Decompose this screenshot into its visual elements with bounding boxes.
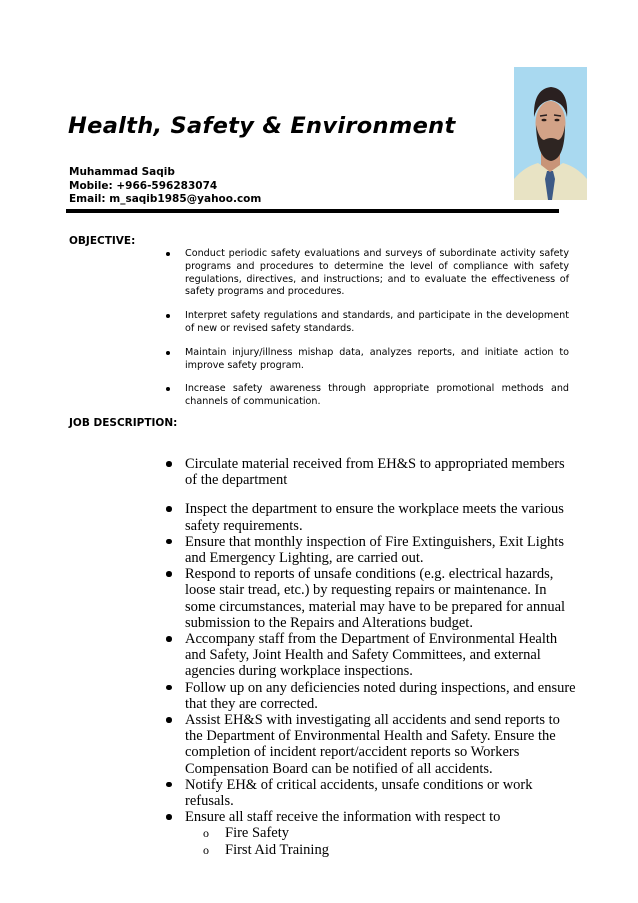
objective-item: Conduct periodic safety evaluations and surveys of subordinate activity safety programs and procedures to determine the level of compliance with safety regulations, directives, and instructions; and to evaluate the effectiveness of safety programs and procedures. bbox=[161, 248, 569, 299]
job-subitem-list bbox=[185, 825, 577, 857]
job-item: Respond to reports of unsafe conditions (e.g. electrical hazards, loose stair tread, etc.) by requesting repairs or maintenance. In some circumstances, material may have to be prepared for annual submission to the Repairs and Alterations budget. bbox=[161, 566, 577, 631]
objective-list bbox=[161, 248, 569, 420]
person-name: Muhammad Saqib bbox=[69, 166, 175, 178]
header-divider bbox=[66, 209, 559, 213]
job-subitem: o Fire Safety bbox=[185, 825, 577, 841]
job-item: Notify EH& of critical accidents, unsafe conditions or work refusals. bbox=[161, 777, 577, 809]
contact-block bbox=[69, 166, 261, 207]
job-subitem: o First Aid Training bbox=[185, 842, 577, 858]
mobile-number: Mobile: +966-596283074 bbox=[69, 179, 218, 192]
objective-item: Interpret safety regulations and standards, and participate in the development of new or revised safety standards. bbox=[161, 310, 569, 336]
job-item: Inspect the department to ensure the workplace meets the various safety requirements. bbox=[161, 501, 577, 533]
profile-photo bbox=[514, 67, 587, 200]
objective-item: Increase safety awareness through appropriate promotional methods and channels of communication. bbox=[161, 383, 569, 409]
job-item: Follow up on any deficiencies noted during inspections, and ensure that they are corrected. bbox=[161, 680, 577, 712]
objective-heading: OBJECTIVE: bbox=[69, 235, 136, 247]
page-title: Health, Safety & Environment bbox=[68, 113, 456, 139]
job-item: Circulate material received from EH&S to appropriated members of the department bbox=[161, 456, 577, 488]
job-item-with-subitems bbox=[161, 809, 577, 858]
job-item: Ensure that monthly inspection of Fire Extinguishers, Exit Lights and Emergency Lighting, are carried out. bbox=[161, 534, 577, 566]
job-description-heading: JOB DESCRIPTION: bbox=[69, 417, 178, 429]
portrait-photo-icon bbox=[514, 67, 587, 200]
job-item: Accompany staff from the Department of Environmental Health and Safety, Joint Health and Safety Committees, and external agencies during workplace inspections. bbox=[161, 631, 577, 680]
job-item: Assist EH&S with investigating all accidents and send reports to the Department of Environmental Health and Safety. Ensure the completion of incident report/accident reports so Workers Compensation Board can be notified of all accidents. bbox=[161, 712, 577, 777]
email-address: Email: m_saqib1985@yahoo.com bbox=[69, 193, 262, 205]
job-item-text: Ensure all staff receive the information with respect to bbox=[185, 809, 501, 826]
objective-item: Maintain injury/illness mishap data, analyzes reports, and initiate action to improve safety program. bbox=[161, 347, 569, 373]
job-description-list bbox=[161, 456, 577, 858]
